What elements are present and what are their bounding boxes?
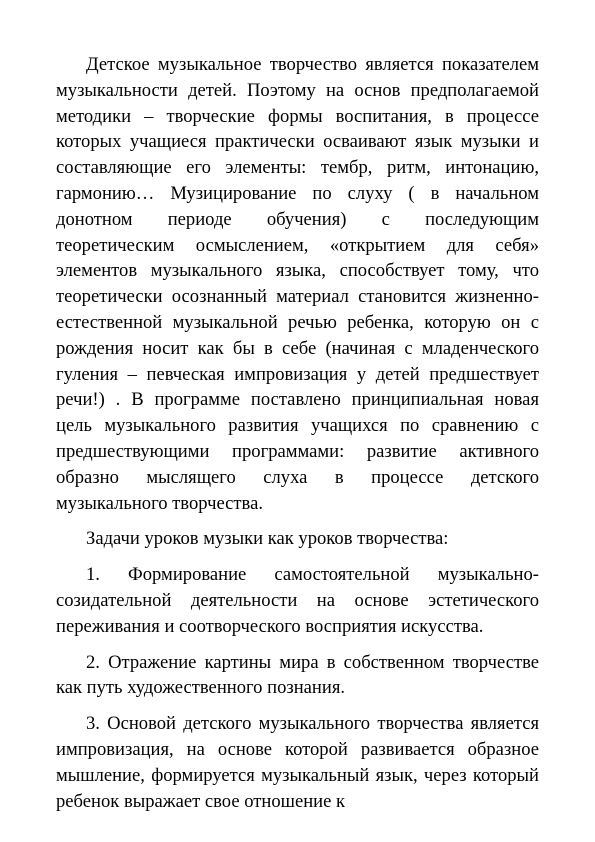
paragraph-tasks-heading: Задачи уроков музыки как уроков творчества: bbox=[86, 528, 449, 550]
paragraph-task-2: 2. Отражение картины мира в собственном творчестве как путь художественного познания. bbox=[56, 651, 539, 699]
paragraph-task-1: 1. Формирование самостоятельной музыкально-созидательной деятельности на основе эстетического переживания и соотворческого восприятия искусства. bbox=[56, 564, 539, 637]
paragraph-task-3: 3. Основой детского музыкального творчества является импровизация, на основе которой развивается образное мышление, формируется музыкальный язык, через который ребенок выражает свое отношение к bbox=[56, 713, 539, 812]
document-page bbox=[56, 52, 539, 814]
paragraph-intro: Детское музыкальное творчество является показателем музыкальности детей. Поэтому на основ предполагаемой методики – творческие формы воспитания, в процессе которых учащиеся практически осваивают язык музыки и составляющие его элементы: тембр, ритм, интонацию, гармонию… Музицирование по слуху ( в начальном донотном периоде обучения) с последующим теоретическим осмыслением, «открытием для себя» элементов музыкального языка, способствует тому, что теоретически осознанный материал становится жизненно-естественной музыкальной речью ребенка, которую он с рождения носит как бы в себе (начиная с младенческого гуления – певческая импровизация у детей предшествует речи!) . В программе поставлено принципиальная новая цель музыкального развития учащихся по сравнению с предшествующими программами: развитие активного образно мыслящего слуха в процессе детского музыкального творчества. bbox=[56, 54, 539, 514]
